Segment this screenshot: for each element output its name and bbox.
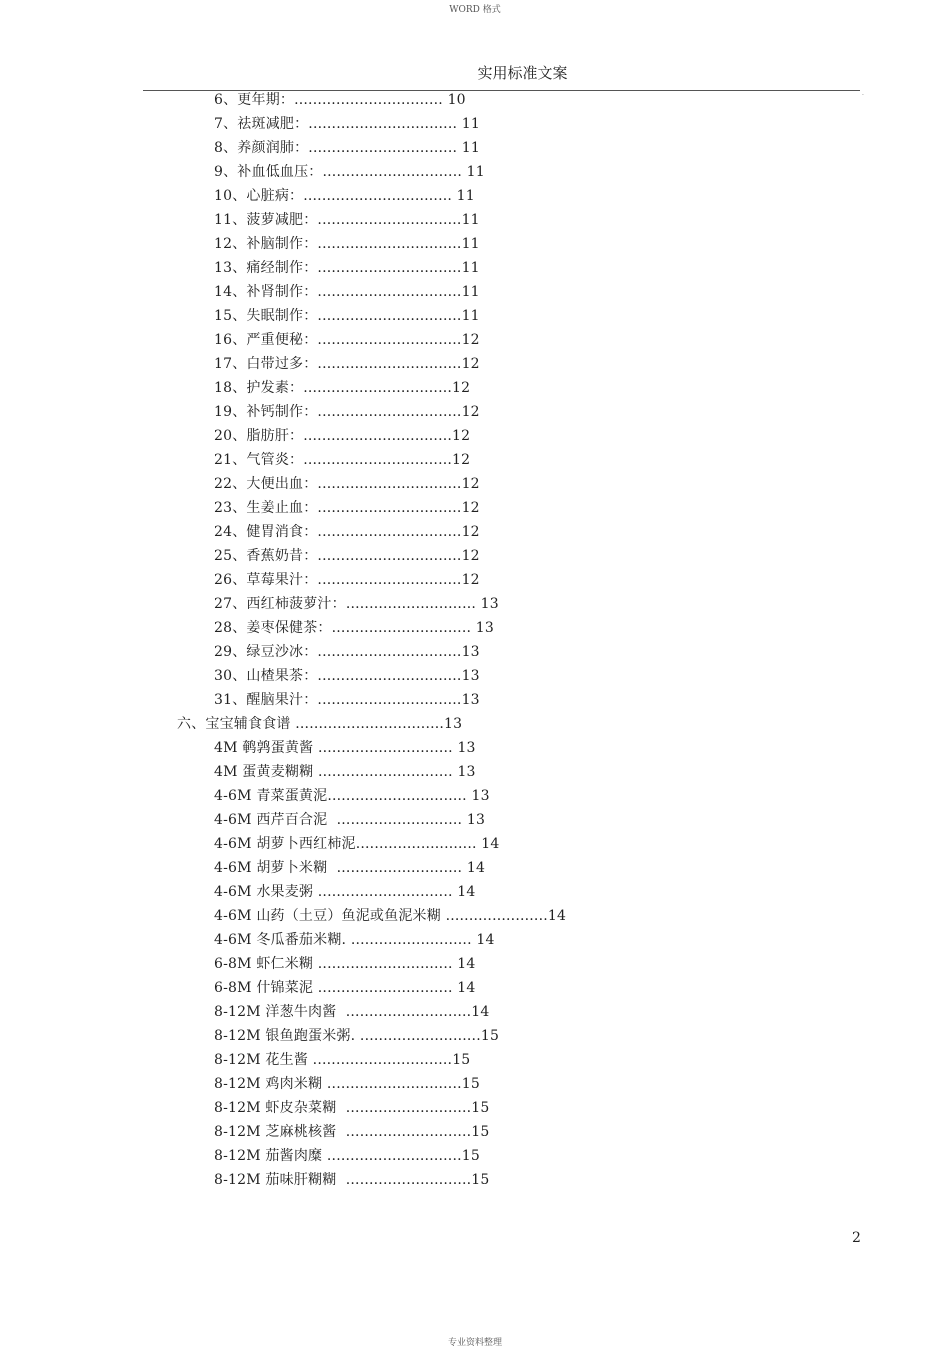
toc-entry[interactable]: 7、祛斑减肥：................................ 11: [214, 116, 480, 132]
toc-entry[interactable]: 11、菠萝减肥：...............................11: [214, 212, 480, 228]
toc-entry[interactable]: 4M 蛋黄麦糊糊 ............................. 13: [214, 764, 476, 780]
toc-entry[interactable]: 26、草莓果汁：...............................12: [214, 572, 480, 588]
toc-entry[interactable]: 18、护发素：................................12: [214, 380, 471, 396]
toc-entry[interactable]: 8-12M 鸡肉米糊 .............................15: [214, 1076, 480, 1092]
toc-entry[interactable]: 12、补脑制作：...............................11: [214, 236, 480, 252]
toc-entry[interactable]: 8-12M 芝麻桃核酱 ...........................15: [214, 1124, 490, 1140]
toc-entry[interactable]: 27、西红柿菠萝汁：............................ 13: [214, 596, 499, 612]
toc-entry[interactable]: 20、脂肪肝：................................12: [214, 428, 471, 444]
toc-entry[interactable]: 30、山楂果茶：...............................13: [214, 668, 480, 684]
page-number: 2: [852, 1230, 861, 1246]
toc-entry[interactable]: 31、醒脑果汁：...............................13: [214, 692, 480, 708]
toc-entry[interactable]: 23、生姜止血：...............................12: [214, 500, 480, 516]
watermark-top: WORD 格式: [449, 5, 501, 15]
toc-entry[interactable]: 24、健胃消食：...............................12: [214, 524, 480, 540]
toc-entry[interactable]: 8-12M 虾皮杂菜糊 ...........................15: [214, 1100, 490, 1116]
toc-entry[interactable]: 4M 鹌鹑蛋黄酱 ............................. 13: [214, 740, 476, 756]
toc-section-heading[interactable]: 六、宝宝辅食食谱 ................................13: [177, 716, 463, 732]
toc-entry[interactable]: 29、绿豆沙冰：...............................13: [214, 644, 480, 660]
toc-entry[interactable]: 9、补血低血压：.............................. 11: [214, 164, 485, 180]
table-of-contents: [0, 88, 950, 1192]
toc-entry[interactable]: 4-6M 水果麦粥 ............................. 14: [214, 884, 476, 900]
toc-entry[interactable]: 8-12M 茄味肝糊糊 ...........................15: [214, 1172, 490, 1188]
toc-entry[interactable]: 4-6M 胡萝卜米糊 ........................... 14: [214, 860, 486, 876]
toc-entry[interactable]: 16、严重便秘：...............................12: [214, 332, 480, 348]
toc-entry[interactable]: 15、失眠制作：...............................11: [214, 308, 480, 324]
toc-entry[interactable]: 4-6M 冬瓜番茄米糊. .......................... 14: [214, 932, 495, 948]
toc-entry[interactable]: 8-12M 银鱼跑蛋米粥. ..........................15: [214, 1028, 500, 1044]
toc-entry[interactable]: 28、姜枣保健茶：.............................. 13: [214, 620, 494, 636]
divider-end-mark: ·: [862, 92, 864, 99]
toc-entry[interactable]: 4-6M 西芹百合泥 ........................... 13: [214, 812, 486, 828]
toc-entry[interactable]: 21、气管炎：................................12: [214, 452, 471, 468]
toc-entry[interactable]: 6、更年期：................................ 10: [214, 92, 466, 108]
toc-entry[interactable]: 8、养颜润肺：................................ 11: [214, 140, 480, 156]
toc-entry[interactable]: 6-8M 什锦菜泥 ............................. 14: [214, 980, 476, 996]
toc-entry[interactable]: 4-6M 山药（土豆）鱼泥或鱼泥米糊 ......................14: [214, 908, 567, 924]
toc-entry[interactable]: 19、补钙制作：...............................12: [214, 404, 480, 420]
document-title: 实用标准文案: [477, 64, 568, 82]
toc-entry[interactable]: 8-12M 花生酱 ..............................15: [214, 1052, 471, 1068]
toc-entry[interactable]: 22、大便出血：...............................12: [214, 476, 480, 492]
toc-entry[interactable]: 8-12M 茄酱肉糜 .............................15: [214, 1148, 480, 1164]
toc-entry[interactable]: 17、白带过多：...............................12: [214, 356, 480, 372]
toc-entry[interactable]: 10、心脏病：................................ 11: [214, 188, 475, 204]
toc-entry[interactable]: 6-8M 虾仁米糊 ............................. 14: [214, 956, 476, 972]
watermark-bottom: 专业资料整理: [447, 1338, 502, 1348]
toc-entry[interactable]: 4-6M 胡萝卜西红柿泥.......................... 14: [214, 836, 500, 852]
toc-entry[interactable]: 14、补肾制作：...............................11: [214, 284, 480, 300]
toc-entry[interactable]: 13、痛经制作：...............................11: [214, 260, 480, 276]
toc-entry[interactable]: 8-12M 洋葱牛肉酱 ...........................14: [214, 1004, 490, 1020]
toc-entry[interactable]: 25、香蕉奶昔：...............................12: [214, 548, 480, 564]
toc-entry[interactable]: 4-6M 青菜蛋黄泥.............................. 13: [214, 788, 490, 804]
